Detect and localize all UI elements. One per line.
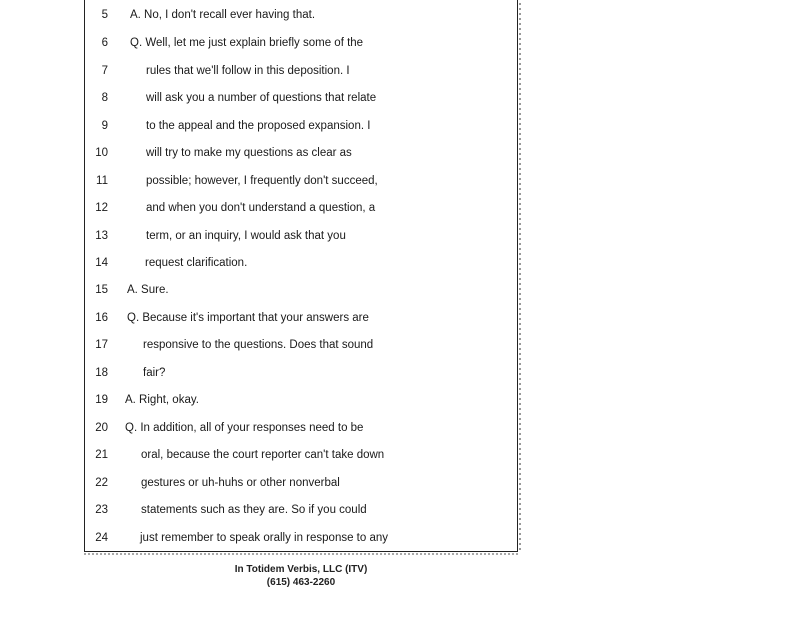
- line-number: 10: [95, 147, 108, 159]
- transcript-line: [84, 5, 518, 25]
- line-number: 13: [95, 230, 108, 242]
- line-text: to the appeal and the proposed expansion. I: [146, 120, 371, 132]
- transcript-line: [84, 171, 518, 191]
- transcript-line: [84, 198, 518, 218]
- line-number: 6: [101, 37, 108, 49]
- line-text: A. No, I don't recall ever having that.: [130, 9, 316, 21]
- transcript-line: [84, 226, 518, 246]
- line-number: 15: [95, 284, 108, 296]
- footer-phone: (615) 463-2260: [266, 577, 336, 588]
- line-number: 8: [101, 92, 108, 104]
- line-number: 12: [95, 202, 108, 214]
- line-number: 11: [96, 175, 108, 187]
- footer-company: In Totidem Verbis, LLC (ITV): [234, 564, 368, 575]
- line-text: Q. Well, let me just explain briefly some of the: [130, 37, 364, 49]
- transcript-line: [84, 473, 518, 493]
- transcript-line: [84, 528, 518, 548]
- transcript-line: [84, 88, 518, 108]
- line-text: fair?: [143, 367, 166, 379]
- line-number: 22: [95, 477, 108, 489]
- line-number: 14: [95, 257, 108, 269]
- transcript-line: [84, 61, 518, 81]
- transcript-page: [84, 0, 518, 552]
- line-text: responsive to the questions. Does that sound: [143, 339, 374, 351]
- transcript-line: [84, 253, 518, 273]
- line-number: 5: [101, 9, 108, 21]
- transcript-line: [84, 445, 518, 465]
- line-number: 18: [95, 367, 108, 379]
- line-number: 7: [101, 65, 108, 77]
- line-text: Q. In addition, all of your responses need to be: [125, 422, 364, 434]
- scan-noise: [84, 553, 520, 555]
- transcript-line: [84, 116, 518, 136]
- transcript-line: [84, 280, 518, 300]
- transcript-line: [84, 418, 518, 438]
- line-text: and when you don't understand a question, a: [146, 202, 376, 214]
- line-number: 20: [95, 422, 108, 434]
- line-number: 9: [101, 120, 108, 132]
- line-number: 16: [95, 312, 108, 324]
- line-number: 19: [95, 394, 108, 406]
- line-text: term, or an inquiry, I would ask that you: [146, 230, 346, 242]
- line-text: will try to make my questions as clear as: [146, 147, 352, 159]
- line-text: possible; however, I frequently don't succeed,: [146, 175, 378, 187]
- line-text: just remember to speak orally in response to any: [140, 532, 389, 544]
- line-number: 23: [95, 504, 108, 516]
- transcript-line: [84, 33, 518, 53]
- line-text: A. Right, okay.: [125, 394, 199, 406]
- transcript-line: [84, 363, 518, 383]
- line-text: request clarification.: [145, 257, 248, 269]
- line-text: Q. Because it's important that your answers are: [127, 312, 369, 324]
- transcript-line: [84, 500, 518, 520]
- transcript-line: [84, 335, 518, 355]
- line-text: gestures or uh-huhs or other nonverbal: [141, 477, 340, 489]
- line-text: statements such as they are. So if you could: [141, 504, 367, 516]
- transcript-line: [84, 390, 518, 410]
- line-text: A. Sure.: [127, 284, 169, 296]
- line-text: rules that we'll follow in this deposition. I: [146, 65, 350, 77]
- line-text: will ask you a number of questions that relate: [146, 92, 377, 104]
- line-text: oral, because the court reporter can't take down: [141, 449, 385, 461]
- line-number: 17: [95, 339, 108, 351]
- transcript-line: [84, 308, 518, 328]
- line-number: 24: [95, 532, 108, 544]
- line-number: 21: [95, 449, 108, 461]
- transcript-line: [84, 143, 518, 163]
